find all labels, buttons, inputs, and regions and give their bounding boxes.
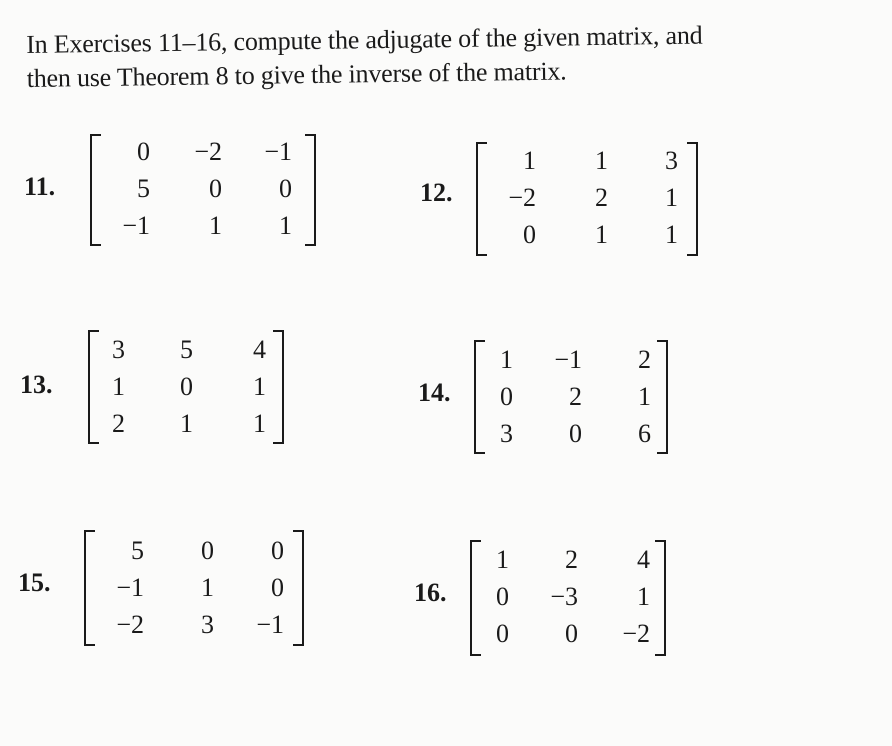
matrix-cell: 1: [523, 146, 536, 175]
matrix-cell: 1: [496, 545, 509, 574]
exercise-number: 16.: [414, 578, 447, 607]
matrix-cell: −1: [264, 137, 292, 166]
matrix-cell: 0: [523, 220, 536, 249]
matrix-row: [476, 180, 698, 216]
matrix-cell: 1: [209, 211, 222, 240]
matrix-cell: 0: [180, 372, 193, 401]
matrix-cell: 1: [638, 382, 651, 411]
matrix-cell: 2: [638, 345, 651, 374]
matrix-cell: 5: [131, 536, 144, 565]
matrix: [84, 530, 304, 646]
matrix-cell: 1: [595, 220, 608, 249]
matrix-row: [88, 369, 284, 405]
matrix-row: [90, 208, 316, 244]
matrix-cell: −3: [550, 582, 578, 611]
matrix-cell: 2: [565, 545, 578, 574]
exercise-instructions: [26, 16, 877, 96]
matrix-cell: 2: [569, 382, 582, 411]
matrix-cell: 6: [638, 419, 651, 448]
matrix: [476, 142, 698, 256]
matrix: [90, 134, 316, 246]
matrix-cell: −2: [508, 183, 536, 212]
matrix-cell: 0: [500, 382, 513, 411]
matrix-cell: 1: [253, 372, 266, 401]
matrix-row: [470, 616, 666, 652]
matrix-cell: 0: [565, 619, 578, 648]
matrix-cell: 0: [271, 536, 284, 565]
exercise-number: 12.: [420, 178, 453, 207]
matrix-cell: 3: [500, 419, 513, 448]
matrix-cell: −2: [116, 610, 144, 639]
matrix-row: [90, 134, 316, 170]
matrix-cell: −1: [256, 610, 284, 639]
exercise-number: 15.: [18, 568, 51, 597]
matrix-cell: −1: [116, 573, 144, 602]
matrix-cell: 0: [569, 419, 582, 448]
matrix-row: [476, 143, 698, 179]
matrix-cell: 1: [201, 573, 214, 602]
matrix-cell: 5: [180, 335, 193, 364]
matrix-cell: 1: [500, 345, 513, 374]
matrix-cell: 0: [271, 573, 284, 602]
matrix: [474, 340, 668, 454]
matrix-row: [470, 542, 666, 578]
matrix-row: [474, 342, 668, 378]
matrix-cell: 3: [665, 146, 678, 175]
matrix-cell: 4: [637, 545, 650, 574]
matrix-cell: 1: [279, 211, 292, 240]
exercise-number: 14.: [418, 378, 451, 407]
matrix-cell: 2: [595, 183, 608, 212]
matrix-cell: −2: [622, 619, 650, 648]
matrix-row: [84, 607, 304, 643]
matrix-cell: 1: [595, 146, 608, 175]
matrix: [470, 540, 666, 656]
instructions-line-1: In Exercises 11–16, compute the adjugate of the given matrix, and: [26, 20, 703, 59]
matrix-cell: 0: [137, 137, 150, 166]
matrix-cell: −1: [554, 345, 582, 374]
matrix-cell: 1: [665, 220, 678, 249]
instructions-line-2: then use Theorem 8 to give the inverse of the matrix.: [26, 56, 567, 93]
matrix-cell: 1: [112, 372, 125, 401]
matrix-cell: 0: [279, 174, 292, 203]
matrix-cell: 3: [201, 610, 214, 639]
matrix-row: [476, 217, 698, 253]
matrix-cell: 0: [201, 536, 214, 565]
matrix-row: [474, 416, 668, 452]
matrix-cell: 5: [137, 174, 150, 203]
matrix-cell: 1: [180, 409, 193, 438]
matrix-cell: 4: [253, 335, 266, 364]
matrix: [88, 330, 284, 444]
matrix-cell: 0: [209, 174, 222, 203]
matrix-row: [470, 579, 666, 615]
exercise-number: 11.: [24, 172, 56, 201]
exercise-number: 13.: [20, 370, 53, 399]
matrix-row: [90, 171, 316, 207]
matrix-row: [88, 406, 284, 442]
matrix-cell: −2: [194, 137, 222, 166]
matrix-cell: 3: [112, 335, 125, 364]
matrix-row: [474, 379, 668, 415]
matrix-cell: 0: [496, 619, 509, 648]
matrix-cell: 1: [665, 183, 678, 212]
matrix-cell: 1: [637, 582, 650, 611]
matrix-cell: 1: [253, 409, 266, 438]
matrix-row: [84, 570, 304, 606]
matrix-cell: 2: [112, 409, 125, 438]
matrix-row: [84, 533, 304, 569]
matrix-cell: −1: [122, 211, 150, 240]
matrix-cell: 0: [496, 582, 509, 611]
matrix-row: [88, 332, 284, 368]
